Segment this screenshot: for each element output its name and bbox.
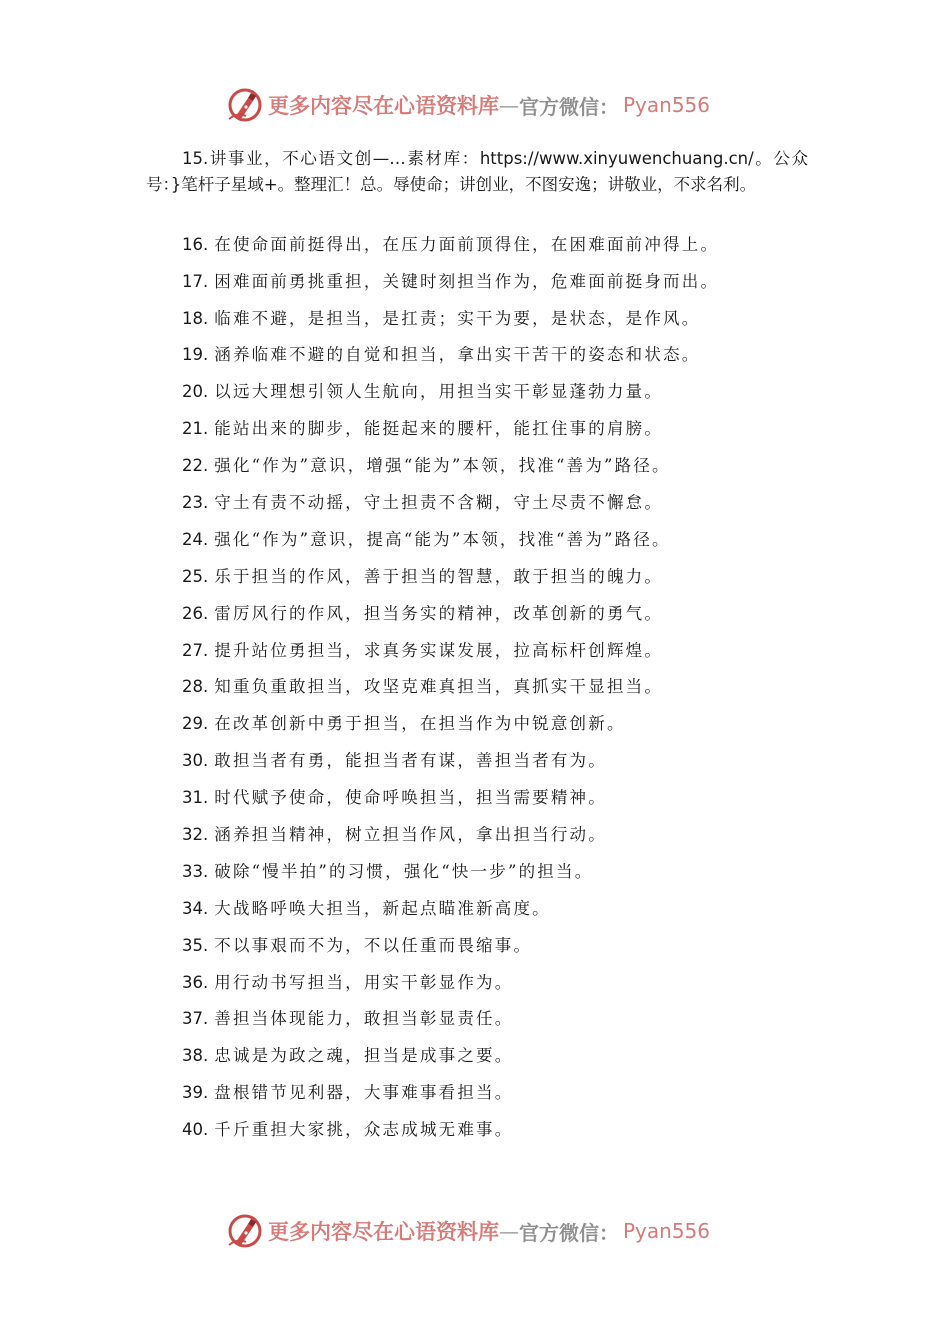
item-text: 破除“慢半拍”的习惯，强化“快一步”的担当。 <box>214 862 594 881</box>
item-number: 21. <box>182 419 209 438</box>
item-text: 不以事艰而不为，不以任重而畏缩事。 <box>214 936 533 955</box>
footer-banner <box>0 1208 950 1254</box>
item-number: 24. <box>182 530 209 549</box>
banner-main-text: 更多内容尽在心语资料库 <box>268 1219 499 1244</box>
item-number: 27. <box>182 641 209 660</box>
list-item <box>182 712 626 736</box>
item-number: 32. <box>182 825 209 844</box>
list-item <box>182 380 663 404</box>
item-number: 29. <box>182 714 209 733</box>
list-item <box>182 1044 513 1068</box>
list-item <box>182 528 671 552</box>
item-text: 以远大理想引领人生航向，用担当实干彰显蓬勃力量。 <box>214 382 664 401</box>
list-item <box>182 417 663 441</box>
item-number: 22. <box>182 456 209 475</box>
list-item <box>182 934 532 958</box>
list-item <box>182 1081 513 1105</box>
item-number: 18. <box>182 309 209 328</box>
item-number: 40. <box>182 1120 209 1139</box>
item-number: 16. <box>182 235 209 254</box>
banner-dash: — <box>499 1219 519 1243</box>
item-text: 用行动书写担当，用实干彰显作为。 <box>214 973 514 992</box>
list-item <box>182 971 513 995</box>
list-item <box>182 491 663 515</box>
item-number: 30. <box>182 751 209 770</box>
item-text: 强化“作为”意识，提高“能为”本领，找准“善为”路径。 <box>214 530 671 549</box>
item-text: 大战略呼唤大担当，新起点瞄准新高度。 <box>214 899 551 918</box>
item-number: 20. <box>182 382 209 401</box>
item-text: 涵养临难不避的自觉和担当，拿出实干苦干的姿态和状态。 <box>214 345 701 364</box>
item-number: 28. <box>182 677 209 696</box>
item-text: 困难面前勇挑重担，关键时刻担当作为，危难面前挺身而出。 <box>214 272 720 291</box>
item-number: 36. <box>182 973 209 992</box>
list-item <box>182 602 663 626</box>
item-text: 涵养担当精神，树立担当作风，拿出担当行动。 <box>214 825 607 844</box>
item-text: 强化“作为”意识，增强“能为”本领，找准“善为”路径。 <box>214 456 671 475</box>
item-text: 盘根错节见利器，大事难事看担当。 <box>214 1083 514 1102</box>
item-text: 乐于担当的作风，善于担当的智慧，敢于担当的魄力。 <box>214 567 664 586</box>
list-item <box>182 749 607 773</box>
banner-wechat-id: Pyan556 <box>623 93 711 117</box>
item-number: 23. <box>182 493 209 512</box>
list-item <box>182 1118 513 1142</box>
item-text: 雷厉风行的作风，担当务实的精神，改革创新的勇气。 <box>214 604 664 623</box>
item-number: 39. <box>182 1083 209 1102</box>
list-item <box>182 675 663 699</box>
list-item <box>182 233 719 257</box>
list-item <box>182 565 663 589</box>
item-text: 在改革创新中勇于担当，在担当作为中锐意创新。 <box>214 714 626 733</box>
item-number: 35. <box>182 936 209 955</box>
item-number: 37. <box>182 1009 209 1028</box>
item-text: 提升站位勇担当，求真务实谋发展，拉高标杆创辉煌。 <box>214 641 664 660</box>
list-item <box>182 307 700 331</box>
item-number: 19. <box>182 345 209 364</box>
item-text: 敢担当者有勇，能担当者有谋，善担当者有为。 <box>214 751 607 770</box>
item-text: 守土有责不动摇，守土担责不含糊，守土尽责不懈怠。 <box>214 493 664 512</box>
item-number: 33. <box>182 862 209 881</box>
list-item <box>182 897 551 921</box>
footer-banner-content <box>226 1212 710 1250</box>
list-item <box>182 860 593 884</box>
banner-wechat-id: Pyan556 <box>623 1219 711 1243</box>
list-item <box>182 786 607 810</box>
item-text: 时代赋予使命，使命呼唤担当，担当需要精神。 <box>214 788 607 807</box>
list-item <box>182 639 663 663</box>
banner-wechat-label: 官方微信： <box>519 1220 619 1245</box>
item-number: 25. <box>182 567 209 586</box>
pen-nib-logo-icon <box>226 1212 264 1250</box>
item-text: 忠诚是为政之魂，担当是成事之要。 <box>214 1046 514 1065</box>
item-text: 临难不避，是担当，是扛责；实干为要，是状态，是作风。 <box>214 309 701 328</box>
item-number: 17. <box>182 272 209 291</box>
item-number: 38. <box>182 1046 209 1065</box>
banner-wechat-label: 官方微信： <box>519 94 619 119</box>
list-item <box>182 343 700 367</box>
banner-dash: — <box>499 93 519 117</box>
item-text: 能站出来的脚步，能挺起来的腰杆，能扛住事的肩膀。 <box>214 419 664 438</box>
item-text: 善担当体现能力，敢担当彰显责任。 <box>214 1009 514 1028</box>
item-number: 34. <box>182 899 209 918</box>
list-item <box>182 1007 513 1031</box>
item-number: 31. <box>182 788 209 807</box>
item-text: 知重负重敢担当，攻坚克难真担当，真抓实干显担当。 <box>214 677 664 696</box>
item-text: 千斤重担大家挑，众志成城无难事。 <box>214 1120 514 1139</box>
item-text: 在使命面前挺得出，在压力面前顶得住，在困难面前冲得上。 <box>214 235 720 254</box>
first-paragraph: 15.讲事业，不心语文创—…素材库：https://www.xinyuwenchuang.cn/。公众号：}笔杆子星域+。整理汇！总。辱使命；讲创业，不图安逸；讲敬业，不求名利。 <box>146 149 808 194</box>
item-number: 26. <box>182 604 209 623</box>
list-item <box>182 454 671 478</box>
banner-main-text: 更多内容尽在心语资料库 <box>268 93 499 118</box>
list-item <box>182 270 719 294</box>
list-item <box>182 823 607 847</box>
